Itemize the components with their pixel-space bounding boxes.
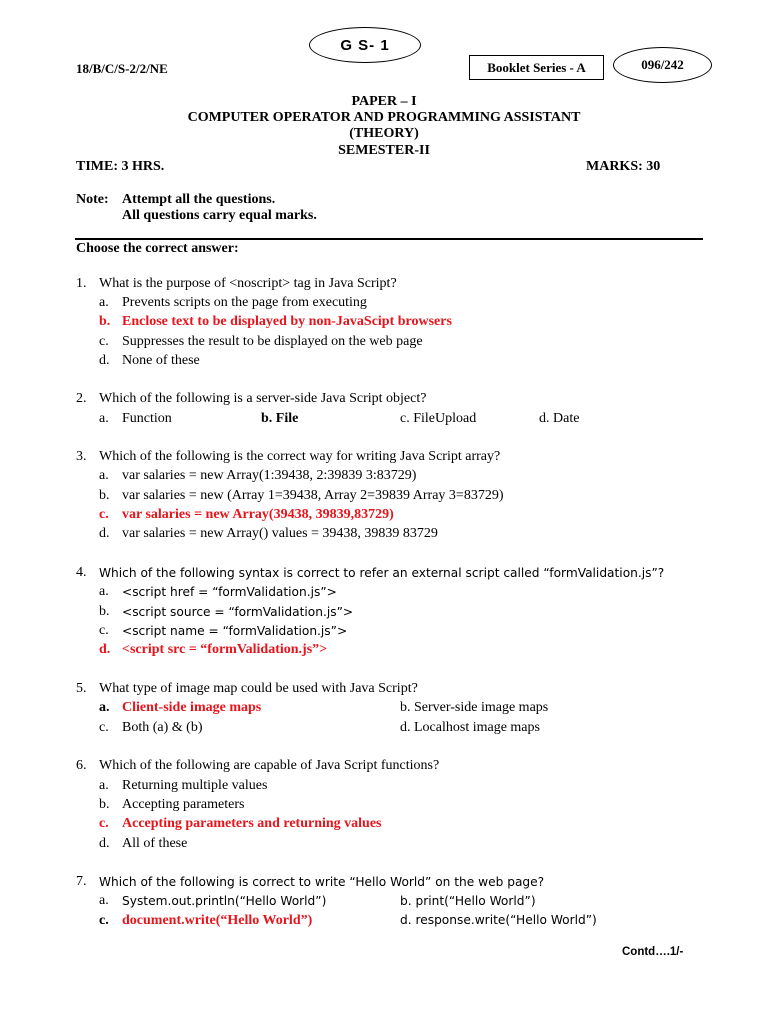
option-text: var salaries = new (Array 1=39438, Array 2=39839 Array 3=83729) [122,488,504,503]
question-number: 4. [76,565,87,580]
correct-option-letter: b. [99,314,111,329]
correct-option-letter: c. [99,507,109,522]
option-letter: c. [99,913,109,928]
semester-label: SEMESTER-II [338,143,430,158]
option-letter: a. [99,411,109,426]
option-letter: a. [99,893,109,908]
option-text: Both (a) & (b) [122,720,203,735]
option-letter: a. [99,584,109,599]
question-number: 2. [76,391,87,406]
option-letter: b. [99,604,110,619]
option-text: var salaries = new Array() values = 39438, 39839 83729 [122,526,438,541]
option-text: None of these [122,353,200,368]
question-text: Which of the following is the correct way for writing Java Script array? [99,449,501,464]
option-letter: a. [99,468,109,483]
set-code: G S- 1 [309,27,421,63]
correct-option-letter: c. [99,816,109,831]
correct-option-text: var salaries = new Array(39438, 39839,83729) [122,507,394,522]
time-label: TIME: 3 HRS. [76,159,165,174]
question-number: 7. [76,874,87,889]
option-letter: b. [99,488,110,503]
option-text: <script source = “formValidation.js”> [122,605,354,619]
serial-number: 096/242 [613,47,712,83]
option-letter: a. [99,778,109,793]
option-letter: b. [99,797,110,812]
question-text: What type of image map could be used with Java Script? [99,681,418,696]
booklet-series: Booklet Series - A [469,55,604,80]
option-text: c. FileUpload [400,411,477,426]
note-label: Note: [76,192,109,207]
option-text: b. Server-side image maps [400,700,549,715]
correct-option-text: Accepting parameters and returning values [122,816,382,831]
option-letter: c. [99,623,109,638]
option-text: var salaries = new Array(1:39438, 2:39839 3:83729) [122,468,417,483]
question-number: 6. [76,758,87,773]
correct-option-text: Client-side image maps [122,700,262,715]
option-letter: a. [99,295,109,310]
option-text: Prevents scripts on the page from executing [122,295,367,310]
option-text: d. Localhost image maps [400,720,540,735]
correct-option-text: <script src = “formValidation.js”> [122,642,328,657]
option-text: System.out.println(“Hello World”) [122,894,327,908]
option-letter: d. [99,836,110,851]
section-heading: Choose the correct answer: [76,241,239,256]
question-number: 1. [76,276,87,291]
continued-label: Contd….1/- [622,946,684,958]
note-line-2: All questions carry equal marks. [122,208,317,223]
question-number: 3. [76,449,87,464]
option-text: Suppresses the result to be displayed on the web page [122,334,423,349]
paper-title: PAPER – I [351,94,417,109]
note-line-1: Attempt all the questions. [122,192,276,207]
option-text: b. print(“Hello World”) [400,894,536,908]
option-text: Returning multiple values [122,778,268,793]
option-letter: d. [99,526,110,541]
option-text: <script href = “formValidation.js”> [122,585,337,599]
theory-label: (THEORY) [349,126,419,141]
option-letter: a. [99,700,110,715]
question-text: Which of the following are capable of Java Script functions? [99,758,440,773]
paper-code: 18/B/C/S-2/2/NE [76,61,168,76]
option-text: All of these [122,836,188,851]
correct-option-text: Enclose text to be displayed by non-JavaScipt browsers [122,314,452,329]
option-text: Accepting parameters [122,797,245,812]
course-title: COMPUTER OPERATOR AND PROGRAMMING ASSISTANT [187,110,581,125]
option-letter: c. [99,720,109,735]
question-number: 5. [76,681,87,696]
divider [75,238,703,240]
question-text: Which of the following is correct to write “Hello World” on the web page? [99,875,545,889]
option-text: Function [122,411,172,426]
option-text: <script name = “formValidation.js”> [122,624,348,638]
option-text: d. response.write(“Hello World”) [400,913,597,927]
marks-label: MARKS: 30 [586,159,661,174]
question-text: Which of the following is a server-side Java Script object? [99,391,427,406]
correct-option-letter: d. [99,642,111,657]
question-text: Which of the following syntax is correct to refer an external script called “formValidation.js”? [99,566,665,580]
correct-option-text: document.write(“Hello World”) [122,913,313,928]
option-text: d. Date [539,411,580,426]
option-text: b. File [261,411,299,426]
question-text: What is the purpose of <noscript> tag in Java Script? [99,276,397,291]
option-letter: c. [99,334,109,349]
option-letter: d. [99,353,110,368]
